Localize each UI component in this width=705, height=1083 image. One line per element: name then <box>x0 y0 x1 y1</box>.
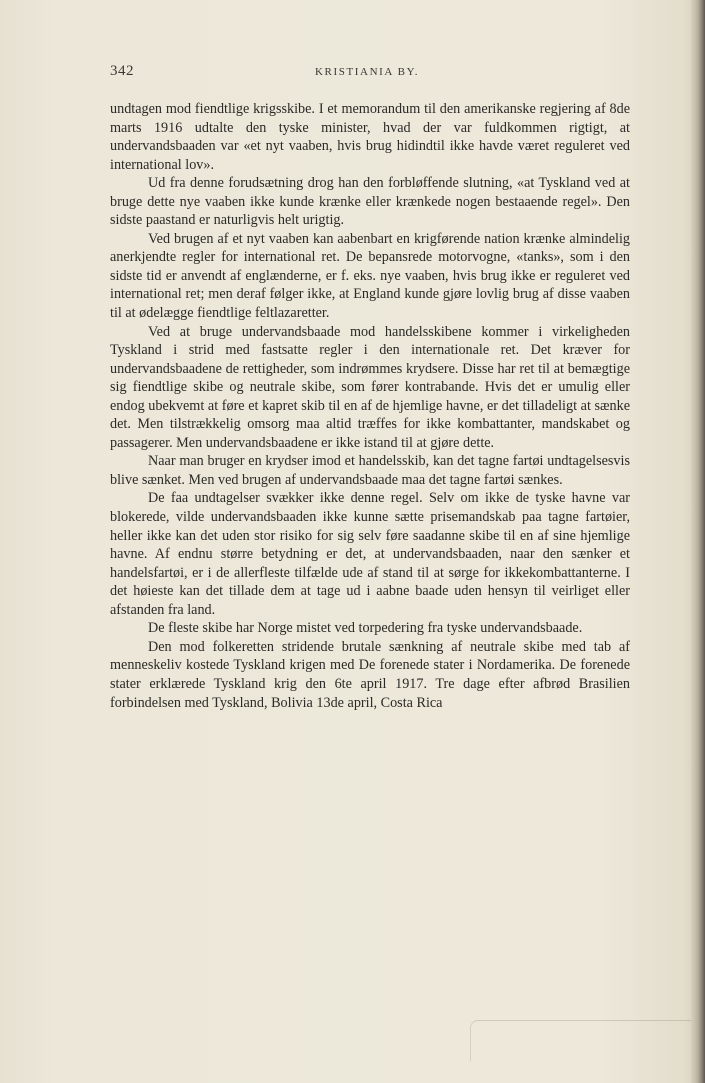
paragraph: Naar man bruger en krydser imod et handelsskib, kan det tagne fartøi undtagelsesvis blive sænket. Men ved brugen af undervandsbaade maa det tagne fartøi sænkes. <box>110 453 630 488</box>
paragraph: De fleste skibe har Norge mistet ved torpedering fra tyske undervandsbaade. <box>148 620 583 637</box>
paragraph: undtagen mod fiendtlige krigsskibe. I et memorandum til den amerikanske regjering af 8de marts 1916 udtalte den tyske minister, hvad der var fuldkommen rigtigt, at undervandsbaaden var «et nyt vaaben, hvis brug hidindtil ikke havde været reguleret ved international lov». <box>110 101 630 173</box>
page-number: 342 <box>110 63 134 79</box>
scan-artifact <box>470 1020 691 1061</box>
paragraph: Den mod folkeretten stridende brutale sænkning af neutrale skibe med tab af menneskeliv kostede Tyskland krigen med De forenede stater i Nordamerika. De forenede stater erklærede Tyskland krig den 6te april 1917. Tre dage efter afbrød Brasilien forbindelsen med Tyskland, Bolivia 13de april, Costa Rica <box>110 638 630 711</box>
paragraph: Ved brugen af et nyt vaaben kan aabenbart en krigførende nation krænke almindelig anerkjendte regler for international ret. De bepansrede motorvogne, «tanks», som i den sidste tid er anvendt af englænderne, er f. eks. nye vaaben, hvis brug ikke er reguleret ved international ret; men deraf følger ikke, at England kunde gjøre lovlig brug af disse vaaben til at ødelægge fiendtlige feltlazaretter. <box>110 230 630 322</box>
paragraph: De faa undtagelser svækker ikke denne regel. Selv om ikke de tyske havne var blokerede, vilde undervandsbaaden ikke kunne sætte prisemandskab paa tagne fartøier, heller ikke kan det uden stor risiko for sig selv føre saadanne skibe til en af sine hjemlige havne. Af endnu større betydning er det, at undervandsbaaden, naar den sænker et handelsfartøi, er i de allerfleste tilfælde ude af stand til at sørge for ikkekombattanterne. I det høieste kan det tillade dem at tage ud i aabne baade uden hensyn til veirliget eller afstanden fra land. <box>110 490 630 618</box>
paragraph: Ud fra denne forudsætning drog han den forbløffende slutning, «at Tyskland ved at bruge dette nye vaaben ikke kunde krænke eller krænkede nogen bestaaende regel». Den sidste paastand er naturligvis helt urigtig. <box>110 175 630 229</box>
book-spine-shadow <box>691 0 705 1083</box>
running-title: KRISTIANIA BY. <box>315 66 420 78</box>
page-header <box>110 63 630 83</box>
body-text <box>110 100 630 712</box>
paragraph: Ved at bruge undervandsbaade mod handelsskibene kommer i virkeligheden Tyskland i strid med fastsatte regler i den internationale ret. Det kræver for undervandsbaadene de rettigheder, som indrømmes krydsere. Disse har ret til at bemægtige sig fiendtlige skibe og neutrale skibe, som fører kontrabande. Hvis det er umulig eller endog ubekvemt at føre et kapret skib til en af de hjemlige havne, er det tilladeligt at sænke det. Men tilstrækkelig omsorg maa altid træffes for ikke kombattanter, mandskabet og passagerer. Men undervandsbaadene er ikke istand til at gjøre dette. <box>110 323 630 451</box>
